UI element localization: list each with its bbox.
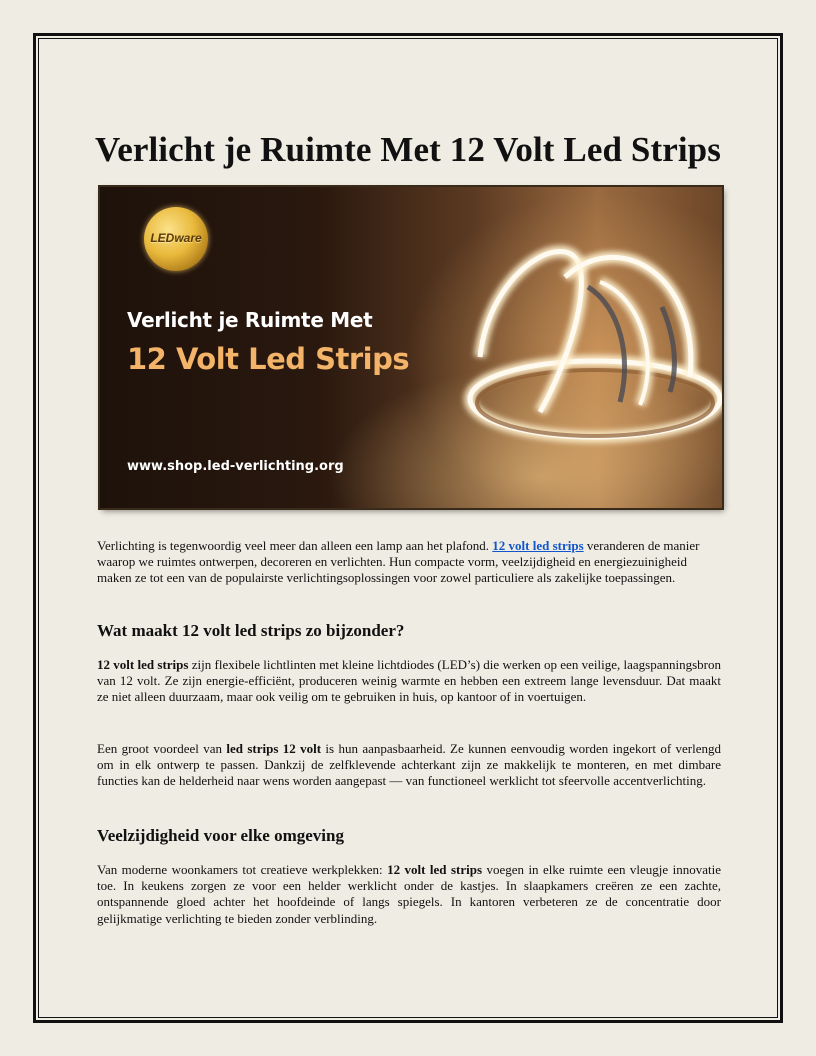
- section2-paragraph: [97, 862, 721, 927]
- paragraph-text-after: is hun aanpasbaarheid. Ze kunnen eenvoudig worden ingekort of verlengd om in elk ontwerp te passen. Dankzij de zelfklevende achterkant zijn ze makkelijk te monteren, en met dimbare functies kan de helderheid naar wens worden aangepast — van functioneel werklicht tot sfeervolle accentverlichting.: [97, 741, 721, 789]
- paragraph-text: zijn flexibele lichtlinten met kleine lichtdiodes (LED’s) die werken op een veilige, laagspanningsbron van 12 volt. Ze zijn energie-efficiënt, produceren weinig warmte en hebben een extreem lange levensduur. Dat maakt ze niet alleen duurzaam, maar ook veilig om te gebruiken in huis, op kantoor of in voertuigen.: [97, 657, 721, 705]
- intro-text-after: veranderen de manier waarop we ruimtes ontwerpen, decoreren en verlichten. Hun compacte vorm, veelzijdigheid en energiezuinigheid maken ze tot een van de populairste verlichtingsoplossingen voor zowel particuliere als zakelijke toepassingen.: [97, 538, 700, 586]
- banner-headline-line2: 12 Volt Led Strips: [127, 342, 410, 376]
- intro-text-before: Verlichting is tegenwoordig veel meer dan alleen een lamp aan het plafond.: [97, 538, 493, 553]
- led-strips-link[interactable]: 12 volt led strips: [492, 538, 584, 553]
- bold-term: led strips 12 volt: [226, 741, 322, 756]
- document-title: Verlicht je Ruimte Met 12 Volt Led Strips: [95, 130, 721, 169]
- section-heading-1: Wat maakt 12 volt led strips zo bijzonder?: [97, 621, 405, 640]
- intro-paragraph: [97, 538, 721, 587]
- bold-term: 12 volt led strips: [97, 657, 189, 672]
- hero-banner-image: [100, 187, 722, 508]
- banner-url: www.shop.led-verlichting.org: [127, 459, 344, 474]
- logo-text: LEDware: [150, 231, 202, 245]
- ledware-logo: [144, 207, 208, 271]
- paragraph-text-before: Van moderne woonkamers tot creatieve werkplekken:: [97, 862, 388, 877]
- section-heading-2: Veelzijdigheid voor elke omgeving: [97, 826, 344, 845]
- bold-term: 12 volt led strips: [387, 862, 483, 877]
- section1-paragraph-2: [97, 741, 721, 790]
- section1-paragraph-1: [97, 657, 721, 706]
- paragraph-text-after: voegen in elke ruimte een vleugje innovatie toe. In keukens zorgen ze voor een helder werklicht onder de kastjes. In slaapkamers creëren ze een zachte, ontspannende gloed achter het hoofdeinde of langs spiegels. In kantoren verbeteren ze de concentratie door gelijkmatige verlichting te bieden zonder verblinding.: [97, 862, 721, 926]
- paragraph-text-before: Een groot voordeel van: [97, 741, 227, 756]
- banner-headline-line1: Verlicht je Ruimte Met: [127, 308, 373, 332]
